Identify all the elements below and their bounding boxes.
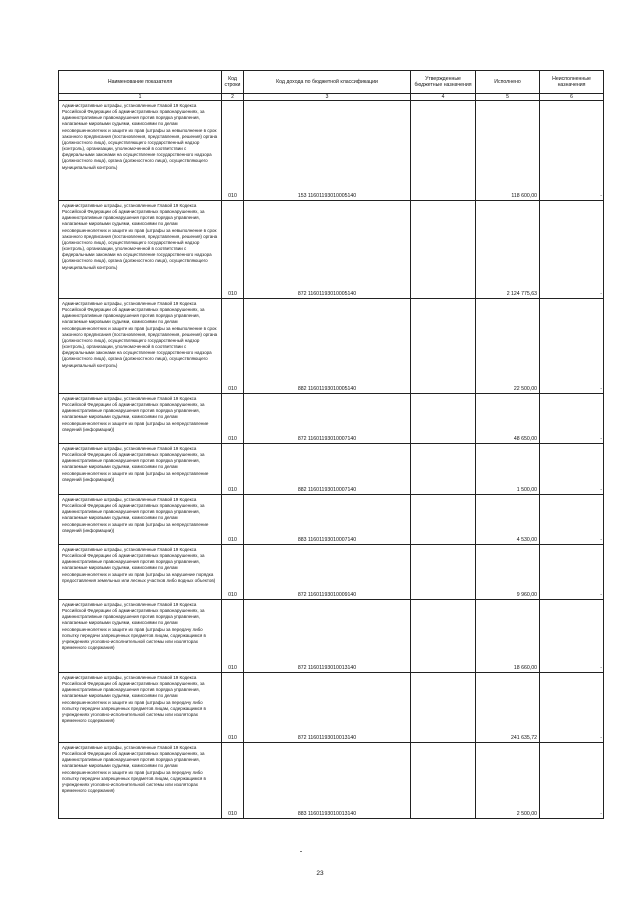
indicator-name-cell: Административные штрафы, установленные Главой 19 Кодекса Российской Федерации об административных правонарушениях, за административные правонарушения против порядка управления, налагаемые мировыми судьями, комиссиями по делам несовершеннолетних и защите их прав (штрафы за непредставление сведений (информации)) [59,394,222,444]
indicator-name-cell: Административные штрафы, установленные Главой 19 Кодекса Российской Федерации об административных правонарушениях, за административные правонарушения против порядка управления, налагаемые мировыми судьями, комиссиями по делам несовершеннолетних и защите их прав (штрафы за непредставление сведений (информации)) [59,495,222,545]
indicator-name-cell: Административные штрафы, установленные Главой 19 Кодекса Российской Федерации об административных правонарушениях, за административные правонарушения против порядка управления, налагаемые мировыми судьями, комиссиями по делам несовершеннолетних и защите их прав (штрафы за нарушение порядка предоставления земельных или лесных участков либо водных объектов) [59,545,222,600]
unexecuted-cell: - [540,394,604,444]
table-header-row [59,71,604,94]
indicator-name-cell: Административные штрафы, установленные Главой 19 Кодекса Российской Федерации об административных правонарушениях, за административные правонарушения против порядка управления, налагаемые мировыми судьями, комиссиями по делам несовершеннолетних и защите их прав (штрафы за передачу либо попытку передачи запрещенных предметов лицам, содержащимся в учреждениях уголовно-исполнительной системы или изоляторах временного содержания) [59,743,222,819]
budget-code-cell: 153 11601193010005140 [244,101,411,201]
unexecuted-cell: - [540,600,604,673]
executed-cell: 22 500,00 [476,299,540,394]
executed-cell: 118 600,00 [476,101,540,201]
table-row [59,743,604,819]
approved-cell [411,673,476,743]
column-number: 4 [411,94,476,101]
revenue-table [58,70,604,819]
budget-code-cell: 872 11601193010013140 [244,673,411,743]
table-row [59,673,604,743]
indicator-name-cell: Административные штрафы, установленные Главой 19 Кодекса Российской Федерации об административных правонарушениях, за административные правонарушения против порядка управления, налагаемые мировыми судьями, комиссиями по делам несовершеннолетних и защите их прав (штрафы за передачу либо попытку передачи запрещенных предметов лицам, содержащимся в учреждениях уголовно-исполнительной системы или изоляторах временного содержания) [59,673,222,743]
executed-cell: 9 960,00 [476,545,540,600]
budget-code-cell: 882 11601193010005140 [244,299,411,394]
budget-code-cell: 883 11601193010007140 [244,495,411,545]
line-code-cell: 010 [222,201,244,299]
stray-mark [300,851,302,852]
line-code-cell: 010 [222,299,244,394]
table-row [59,600,604,673]
executed-cell: 2 124 775,63 [476,201,540,299]
column-number: 5 [476,94,540,101]
budget-code-cell: 882 11601193010007140 [244,444,411,495]
report-sheet [58,70,603,819]
column-number-row [59,94,604,101]
executed-cell: 241 635,72 [476,673,540,743]
table-row [59,545,604,600]
table-row [59,299,604,394]
table-row [59,394,604,444]
indicator-name-cell: Административные штрафы, установленные Главой 19 Кодекса Российской Федерации об административных правонарушениях, за административные правонарушения против порядка управления, налагаемые мировыми судьями, комиссиями по делам несовершеннолетних и защите их прав (штрафы за невыполнение в срок законного предписания (постановления, представления, решения) органа (должностного лица), осуществляющего государственный надзор (контроль), организации, уполномоченной в соответствии с федеральными законами на осуществление государственного надзора (должностного лица), органа (должностного лица), осуществляющего муниципальный контроль) [59,299,222,394]
unexecuted-cell: - [540,673,604,743]
line-code-cell: 010 [222,444,244,495]
budget-code-cell: 872 11601193010007140 [244,394,411,444]
header-kbk: Код дохода по бюджетной классификации [244,71,411,94]
executed-cell: 4 530,00 [476,495,540,545]
column-number: 6 [540,94,604,101]
approved-cell [411,444,476,495]
column-number: 1 [59,94,222,101]
unexecuted-cell: - [540,444,604,495]
column-number: 2 [222,94,244,101]
indicator-name-cell: Административные штрафы, установленные Главой 19 Кодекса Российской Федерации об административных правонарушениях, за административные правонарушения против порядка управления, налагаемые мировыми судьями, комиссиями по делам несовершеннолетних и защите их прав (штрафы за невыполнение в срок законного предписания (постановления, представления, решения) органа (должностного лица), осуществляющего государственный надзор (контроль), организации, уполномоченной в соответствии с федеральными законами на осуществление государственного надзора (должностного лица), органа (должностного лица), осуществляющего муниципальный контроль) [59,201,222,299]
unexecuted-cell: - [540,743,604,819]
header-unexecuted: Неисполненные назначения [540,71,604,94]
header-name: Наименование показателя [59,71,222,94]
executed-cell: 18 660,00 [476,600,540,673]
line-code-cell: 010 [222,394,244,444]
budget-code-cell: 883 11601193010013140 [244,743,411,819]
budget-code-cell: 872 11601193010009140 [244,545,411,600]
indicator-name-cell: Административные штрафы, установленные Главой 19 Кодекса Российской Федерации об административных правонарушениях, за административные правонарушения против порядка управления, налагаемые мировыми судьями, комиссиями по делам несовершеннолетних и защите их прав (штрафы за невыполнение в срок законного предписания (постановления, представления, решения) органа (должностного лица), осуществляющего государственный надзор (контроль), организации, уполномоченной в соответствии с федеральными законами на осуществление государственного надзора (должностного лица), органа (должностного лица), осуществляющего муниципальный контроль) [59,101,222,201]
budget-code-cell: 872 11601193010005140 [244,201,411,299]
unexecuted-cell: - [540,201,604,299]
approved-cell [411,394,476,444]
approved-cell [411,201,476,299]
line-code-cell: 010 [222,673,244,743]
approved-cell [411,495,476,545]
line-code-cell: 010 [222,545,244,600]
approved-cell [411,600,476,673]
unexecuted-cell: - [540,545,604,600]
approved-cell [411,545,476,600]
column-number: 3 [244,94,411,101]
approved-cell [411,101,476,201]
table-row [59,444,604,495]
page-number: 23 [316,870,324,877]
table-row [59,101,604,201]
unexecuted-cell: - [540,299,604,394]
budget-code-cell: 872 11601193010013140 [244,600,411,673]
header-code: Код строки [222,71,244,94]
indicator-name-cell: Административные штрафы, установленные Главой 19 Кодекса Российской Федерации об административных правонарушениях, за административные правонарушения против порядка управления, налагаемые мировыми судьями, комиссиями по делам несовершеннолетних и защите их прав (штрафы за непредставление сведений (информации)) [59,444,222,495]
line-code-cell: 010 [222,495,244,545]
line-code-cell: 010 [222,600,244,673]
unexecuted-cell: - [540,101,604,201]
table-row [59,495,604,545]
header-executed: Исполнено [476,71,540,94]
unexecuted-cell: - [540,495,604,545]
executed-cell: 48 650,00 [476,394,540,444]
approved-cell [411,299,476,394]
approved-cell [411,743,476,819]
indicator-name-cell: Административные штрафы, установленные Главой 19 Кодекса Российской Федерации об административных правонарушениях, за административные правонарушения против порядка управления, налагаемые мировыми судьями, комиссиями по делам несовершеннолетних и защите их прав (штрафы за передачу либо попытку передачи запрещенных предметов лицам, содержащимся в учреждениях уголовно-исполнительной системы или изоляторах временного содержания) [59,600,222,673]
executed-cell: 1 500,00 [476,444,540,495]
executed-cell: 2 500,00 [476,743,540,819]
table-row [59,201,604,299]
line-code-cell: 010 [222,101,244,201]
line-code-cell: 010 [222,743,244,819]
header-approved: Утвержденные бюджетные назначения [411,71,476,94]
